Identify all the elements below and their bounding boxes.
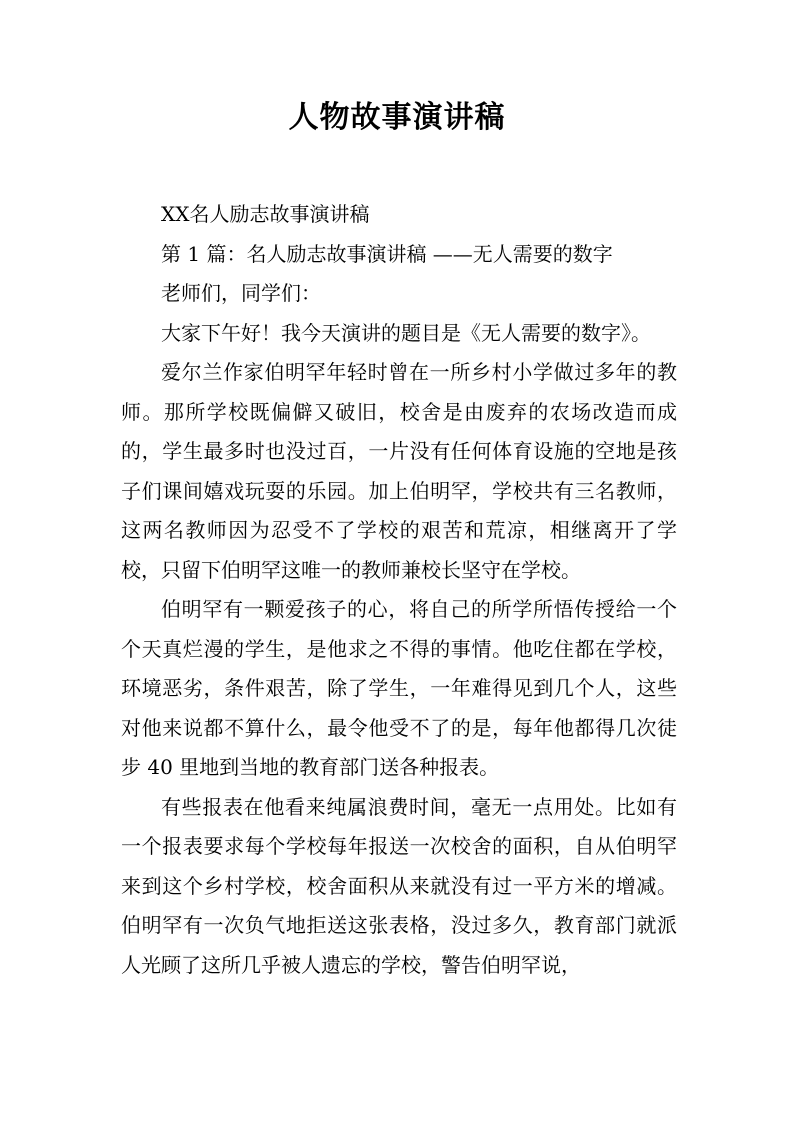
subtitle-line: XX名人励志故事演讲稿 [161,202,370,226]
document-body [121,195,677,985]
chapter-heading: 第 1 篇：名人励志故事演讲稿 ——无人需要的数字 [161,241,613,266]
paragraph-3: 有些报表在他看来纯属浪费时间，毫无一点用处。比如有一个报表要求每个学校每年报送一次校舍的面积，自从伯明罕来到这个乡村学校，校舍面积从来就没有过一平方米的增减。伯明罕有一次负气地拒送这张表格，没过多久，教育部门就派人光顾了这所几乎被人遗忘的学校，警告伯明罕说， [121,794,677,977]
salutation-line: 老师们，同学们： [161,281,321,305]
document-title: 人物故事演讲稿 [288,100,506,135]
greeting-line: 大家下午好！我今天演讲的题目是《无人需要的数字》。 [161,320,651,345]
paragraph-1: 爱尔兰作家伯明罕年轻时曾在一所乡村小学做过多年的教师。那所学校既偏僻又破旧，校舍是由废弃的农场改造而成的，学生最多时也没过百，一片没有任何体育设施的空地是孩子们课间嬉戏玩耍的乐园。加上伯明罕，学校共有三名教师，这两名教师因为忍受不了学校的艰苦和荒凉，相继离开了学校，只留下伯明罕这唯一的教师兼校长坚守在学校。 [121,360,677,582]
paragraph-2: 伯明罕有一颗爱孩子的心，将自己的所学所悟传授给一个个天真烂漫的学生，是他求之不得的事情。他吃住都在学校，环境恶劣，条件艰苦，除了学生，一年难得见到几个人，这些对他来说都不算什么，最令他受不了的是，每年他都得几次徒步 40 里地到当地的教育部门送各种报表。 [121,597,677,779]
